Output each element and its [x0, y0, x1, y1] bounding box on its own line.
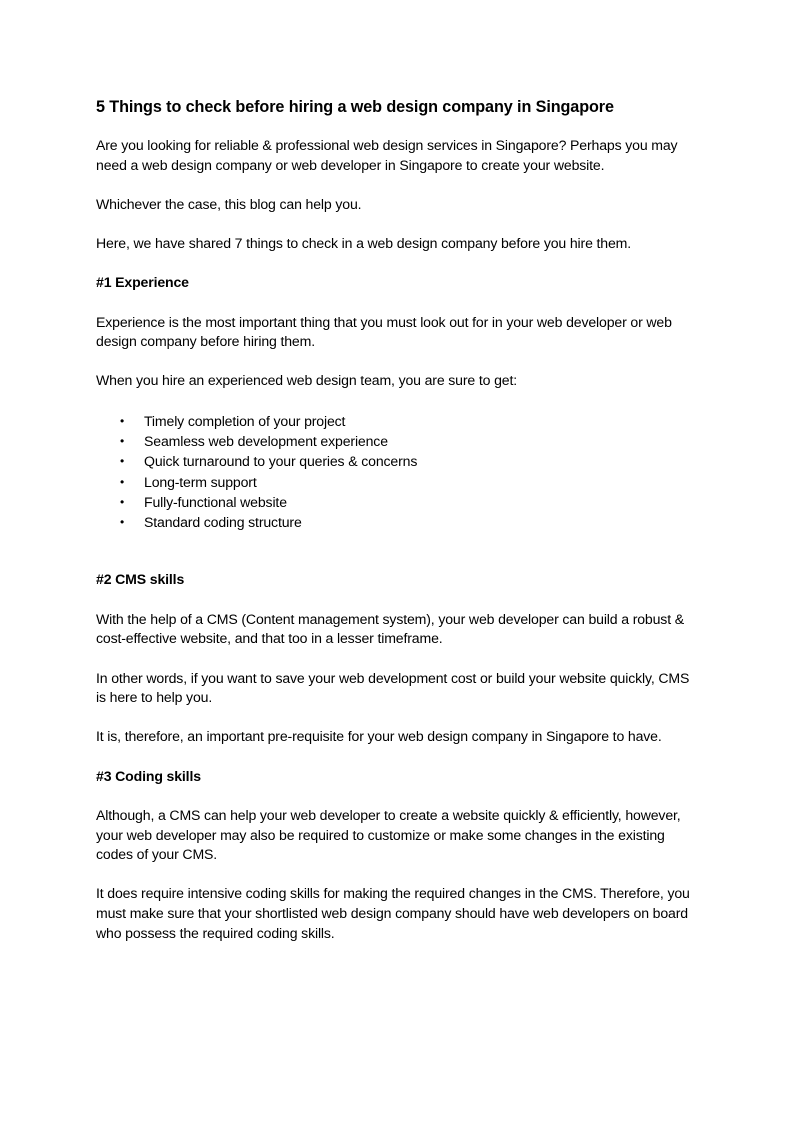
list-item-text: Fully-functional website — [144, 493, 287, 510]
coding-paragraph-1: Although, a CMS can help your web developer to create a website quickly & efficiently, however, your web developer may also be required to customize or make some changes in the existing codes of your CMS. — [96, 806, 681, 863]
list-item — [96, 451, 696, 471]
bullet-icon: • — [120, 433, 125, 448]
cms-paragraph-2: In other words, if you want to save your web development cost or build your website quickly, CMS is here to help you. — [96, 669, 690, 706]
bullet-icon: • — [120, 454, 125, 469]
list-item-text: Long-term support — [144, 473, 257, 490]
bullet-icon: • — [120, 494, 125, 509]
experience-bullet-list — [96, 411, 696, 533]
section-heading-experience: #1 Experience — [96, 274, 189, 291]
intro-paragraph-3: Here, we have shared 7 things to check in a web design company before you hire them. — [96, 235, 632, 252]
list-item-text: Standard coding structure — [144, 514, 302, 531]
cms-paragraph-3: It is, therefore, an important pre-requisite for your web design company in Singapore to have. — [96, 728, 662, 745]
document-body — [96, 96, 696, 944]
document-title: 5 Things to check before hiring a web design company in Singapore — [96, 98, 614, 116]
list-item-text: Quick turnaround to your queries & concerns — [144, 453, 418, 470]
cms-paragraph-1: With the help of a CMS (Content management system), your web developer can build a robust & cost-effective website, and that too in a lesser timeframe. — [96, 610, 684, 647]
list-item — [96, 492, 696, 512]
section-heading-cms-skills: #2 CMS skills — [96, 571, 185, 588]
experience-paragraph-1: Experience is the most important thing that you must look out for in your web developer or web design company before hiring them. — [96, 313, 672, 350]
intro-paragraph-1: Are you looking for reliable & professional web design services in Singapore? Perhaps you may need a web design company or web developer in Singapore to create your website. — [96, 137, 678, 173]
list-item-text: Seamless web development experience — [144, 432, 388, 449]
experience-paragraph-2: When you hire an experienced web design team, you are sure to get: — [96, 372, 517, 389]
bullet-icon: • — [120, 413, 125, 428]
list-item — [96, 512, 696, 532]
list-item-text: Timely completion of your project — [144, 412, 346, 429]
section-heading-coding-skills: #3 Coding skills — [96, 767, 201, 784]
list-item — [96, 472, 696, 492]
bullet-icon: • — [120, 515, 125, 530]
list-item — [96, 411, 696, 431]
list-item — [96, 431, 696, 451]
intro-paragraph-2: Whichever the case, this blog can help you. — [96, 195, 362, 212]
coding-paragraph-2: It does require intensive coding skills for making the required changes in the CMS. Therefore, you must make sure that your shortlisted web design company should have web developers on board who possess the required coding skills. — [96, 885, 690, 941]
bullet-icon: • — [120, 474, 125, 489]
